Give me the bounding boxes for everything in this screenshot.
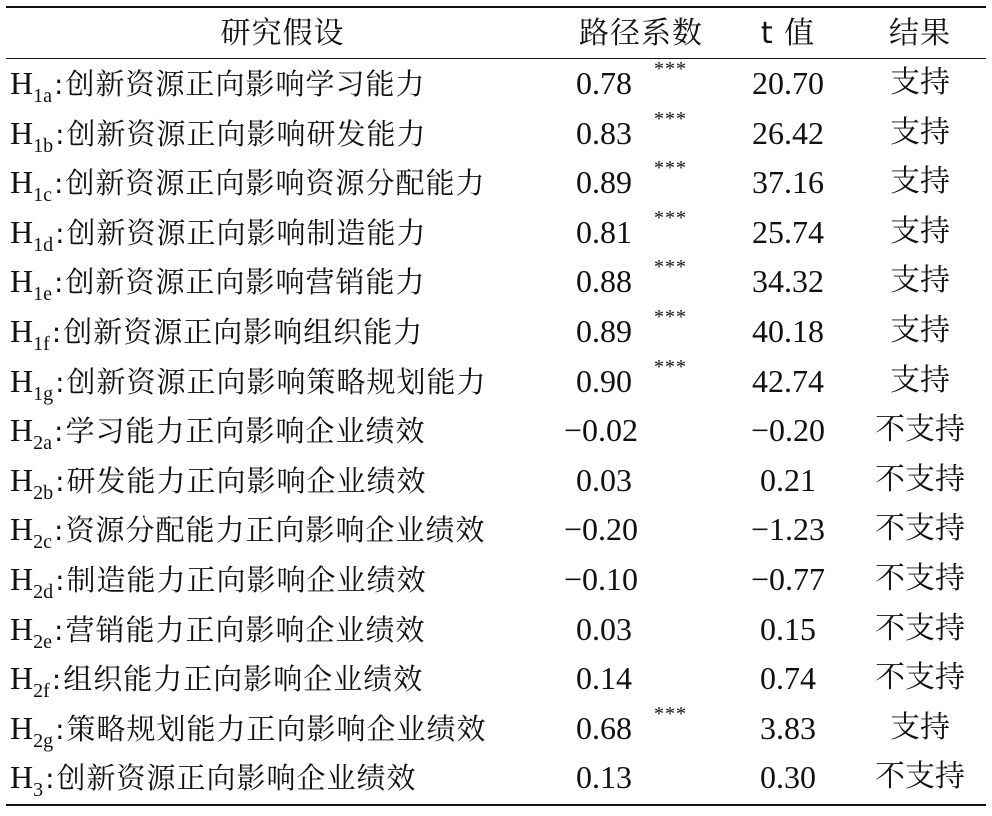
hypothesis-text: 研发能力正向影响企业绩效 bbox=[66, 463, 427, 498]
hypothesis-text: 学习能力正向影响企业绩效 bbox=[65, 414, 426, 449]
result-cell: 支持 bbox=[890, 709, 950, 745]
hypothesis-colon: : bbox=[51, 316, 62, 349]
hypothesis-id: H bbox=[10, 511, 34, 548]
hypothesis-subscript: 1f bbox=[33, 333, 50, 355]
t-value-cell: −0.20 bbox=[750, 412, 826, 449]
table-bottom-rule bbox=[6, 804, 986, 806]
hypothesis-subscript: 1e bbox=[33, 283, 52, 306]
result-cell: 支持 bbox=[890, 65, 950, 100]
coefficient-cell bbox=[556, 58, 726, 108]
hypothesis-text: 创新资源正向影响企业绩效 bbox=[56, 761, 417, 796]
hypothesis-cell bbox=[10, 306, 555, 356]
result-cell: 不支持 bbox=[875, 511, 965, 547]
t-value-cell: 34.32 bbox=[752, 263, 824, 300]
table-row bbox=[0, 455, 992, 505]
t-value-cell: 42.74 bbox=[752, 362, 824, 399]
hypothesis-cell bbox=[10, 554, 555, 604]
coefficient-value: −0.02 bbox=[564, 412, 639, 449]
hypothesis-id: H bbox=[10, 114, 34, 151]
hypothesis-subscript: 2a bbox=[33, 432, 52, 455]
table-row bbox=[0, 306, 992, 356]
hypothesis-text: 创新资源正向影响营销能力 bbox=[65, 265, 426, 300]
hypothesis-colon: : bbox=[45, 762, 55, 796]
t-value-cell: 40.18 bbox=[752, 313, 824, 349]
significance-stars: *** bbox=[654, 256, 687, 279]
t-value-cell: 3.83 bbox=[760, 709, 816, 746]
hypothesis-id: H bbox=[10, 759, 34, 796]
coefficient-cell bbox=[556, 504, 726, 554]
table-row bbox=[0, 703, 992, 753]
hypothesis-text: 组织能力正向影响企业绩效 bbox=[63, 662, 424, 697]
hypothesis-cell bbox=[10, 58, 555, 108]
hypothesis-id: H bbox=[10, 213, 34, 250]
hypothesis-subscript: 1b bbox=[33, 134, 54, 157]
table-row bbox=[0, 207, 992, 257]
hypothesis-text: 创新资源正向影响学习能力 bbox=[65, 67, 426, 101]
hypothesis-cell bbox=[10, 504, 555, 554]
header-t-value: t 值 bbox=[760, 16, 816, 51]
hypothesis-cell bbox=[10, 703, 555, 753]
t-value-cell: 0.21 bbox=[760, 461, 816, 498]
t-value-cell: 26.42 bbox=[752, 114, 824, 151]
hypothesis-subscript: 2b bbox=[33, 481, 54, 504]
t-value-cell: 20.70 bbox=[752, 65, 824, 101]
hypothesis-id: H bbox=[10, 709, 34, 746]
header-hypothesis: 研究假设 bbox=[220, 16, 345, 51]
t-value-cell: 25.74 bbox=[752, 213, 824, 250]
t-value-cell: 0.30 bbox=[760, 759, 816, 796]
hypothesis-subscript: 1a bbox=[33, 85, 52, 107]
hypothesis-id: H bbox=[10, 660, 34, 697]
result-cell: 不支持 bbox=[875, 660, 965, 696]
hypothesis-subscript: 2g bbox=[33, 729, 54, 752]
table-row bbox=[0, 157, 992, 207]
hypothesis-colon: : bbox=[55, 564, 65, 597]
table-row bbox=[0, 604, 992, 654]
hypothesis-text: 创新资源正向影响组织能力 bbox=[63, 315, 424, 349]
table-row bbox=[0, 58, 992, 108]
hypothesis-cell bbox=[10, 356, 555, 406]
hypothesis-colon: : bbox=[55, 712, 65, 746]
t-value-cell: 0.15 bbox=[760, 610, 816, 647]
hypothesis-colon: : bbox=[54, 415, 64, 449]
result-cell: 支持 bbox=[890, 164, 950, 200]
t-value-cell: 37.16 bbox=[752, 164, 824, 201]
hypothesis-text: 资源分配能力正向影响企业绩效 bbox=[65, 513, 486, 548]
table-top-rule bbox=[6, 6, 986, 8]
significance-stars: *** bbox=[654, 355, 687, 378]
hypothesis-text: 策略规划能力正向影响企业绩效 bbox=[66, 711, 487, 746]
hypothesis-colon: : bbox=[55, 464, 65, 498]
result-cell: 不支持 bbox=[875, 759, 965, 795]
coefficient-cell bbox=[556, 604, 726, 654]
result-cell: 支持 bbox=[890, 313, 950, 348]
coefficient-value: 0.81 bbox=[576, 213, 632, 250]
t-value-cell: −1.23 bbox=[750, 511, 826, 548]
coefficient-cell bbox=[556, 356, 726, 406]
hypothesis-subscript: 1g bbox=[33, 382, 54, 405]
coefficient-value: 0.78 bbox=[576, 65, 632, 101]
hypothesis-subscript: 3 bbox=[33, 779, 44, 802]
coefficient-value: −0.20 bbox=[564, 511, 639, 548]
significance-stars: *** bbox=[654, 157, 687, 180]
t-value-cell: −0.77 bbox=[750, 561, 826, 597]
header-result: 结果 bbox=[889, 16, 951, 51]
hypothesis-text: 创新资源正向影响策略规划能力 bbox=[66, 364, 487, 399]
t-value-cell: 0.74 bbox=[760, 660, 816, 697]
hypothesis-colon: : bbox=[51, 663, 62, 697]
result-cell: 支持 bbox=[890, 213, 950, 249]
coefficient-cell bbox=[556, 256, 726, 306]
hypothesis-id: H bbox=[10, 412, 34, 449]
hypothesis-cell bbox=[10, 405, 555, 455]
significance-stars: *** bbox=[654, 206, 687, 229]
hypothesis-id: H bbox=[10, 65, 34, 101]
hypothesis-cell bbox=[10, 256, 555, 306]
hypothesis-cell bbox=[10, 157, 555, 207]
hypothesis-subscript: 2e bbox=[33, 630, 52, 653]
coefficient-value: 0.90 bbox=[576, 362, 632, 399]
hypothesis-text: 营销能力正向影响企业绩效 bbox=[65, 612, 426, 647]
hypothesis-id: H bbox=[10, 263, 34, 300]
coefficient-value: 0.03 bbox=[576, 610, 632, 647]
table-row bbox=[0, 504, 992, 554]
coefficient-cell bbox=[556, 108, 726, 158]
hypothesis-text: 制造能力正向影响企业绩效 bbox=[66, 563, 427, 597]
coefficient-value: 0.03 bbox=[576, 461, 632, 498]
table-row bbox=[0, 653, 992, 703]
hypothesis-colon: : bbox=[55, 117, 65, 151]
significance-stars: *** bbox=[654, 702, 687, 725]
significance-stars: *** bbox=[654, 306, 687, 328]
hypothesis-id: H bbox=[10, 561, 34, 597]
coefficient-cell bbox=[556, 405, 726, 455]
coefficient-cell bbox=[556, 703, 726, 753]
coefficient-value: 0.14 bbox=[576, 660, 632, 697]
hypothesis-cell bbox=[10, 653, 555, 703]
result-cell: 不支持 bbox=[875, 610, 965, 646]
coefficient-value: 0.83 bbox=[576, 114, 632, 151]
significance-stars: *** bbox=[654, 58, 687, 80]
hypothesis-subscript: 1d bbox=[33, 233, 54, 256]
hypothesis-subscript: 2f bbox=[33, 680, 50, 703]
hypothesis-id: H bbox=[10, 164, 34, 201]
result-cell: 支持 bbox=[890, 362, 950, 398]
result-cell: 支持 bbox=[890, 114, 950, 150]
result-cell: 不支持 bbox=[875, 461, 965, 497]
coefficient-value: 0.68 bbox=[576, 709, 632, 746]
hypothesis-text: 创新资源正向影响研发能力 bbox=[66, 116, 427, 151]
hypothesis-cell bbox=[10, 207, 555, 257]
coefficient-value: 0.13 bbox=[576, 759, 632, 796]
hypothesis-cell bbox=[10, 455, 555, 505]
hypothesis-colon: : bbox=[54, 68, 64, 101]
hypothesis-id: H bbox=[10, 313, 34, 349]
table-row bbox=[0, 554, 992, 604]
hypothesis-cell bbox=[10, 752, 555, 802]
header-coefficient: 路径系数 bbox=[579, 16, 703, 51]
table-row bbox=[0, 752, 992, 802]
hypothesis-colon: : bbox=[54, 613, 64, 647]
hypothesis-cell bbox=[10, 108, 555, 158]
coefficient-value: −0.10 bbox=[564, 561, 639, 597]
coefficient-cell bbox=[556, 207, 726, 257]
table-row bbox=[0, 108, 992, 158]
hypothesis-id: H bbox=[10, 461, 34, 498]
table-header-row bbox=[0, 9, 992, 59]
hypothesis-text: 创新资源正向影响制造能力 bbox=[66, 215, 427, 250]
hypothesis-colon: : bbox=[55, 216, 65, 250]
hypothesis-colon: : bbox=[54, 266, 64, 300]
coefficient-value: 0.88 bbox=[576, 263, 632, 300]
result-cell: 不支持 bbox=[875, 412, 965, 448]
hypothesis-cell bbox=[10, 604, 555, 654]
table-row bbox=[0, 356, 992, 406]
hypothesis-colon: : bbox=[54, 167, 64, 201]
table-row bbox=[0, 256, 992, 306]
result-cell: 不支持 bbox=[875, 561, 965, 596]
coefficient-value: 0.89 bbox=[576, 164, 632, 201]
coefficient-cell bbox=[556, 554, 726, 604]
coefficient-cell bbox=[556, 653, 726, 703]
result-cell: 支持 bbox=[890, 263, 950, 299]
hypothesis-id: H bbox=[10, 362, 34, 399]
hypothesis-id: H bbox=[10, 610, 34, 647]
hypothesis-colon: : bbox=[55, 365, 65, 399]
coefficient-cell bbox=[556, 752, 726, 802]
hypothesis-subscript: 2d bbox=[33, 581, 54, 603]
coefficient-cell bbox=[556, 306, 726, 356]
hypothesis-text: 创新资源正向影响资源分配能力 bbox=[65, 166, 486, 201]
coefficient-value: 0.89 bbox=[576, 313, 632, 349]
hypothesis-colon: : bbox=[54, 514, 64, 548]
coefficient-cell bbox=[556, 455, 726, 505]
hypothesis-subscript: 1c bbox=[33, 184, 52, 207]
table-row bbox=[0, 405, 992, 455]
significance-stars: *** bbox=[654, 107, 687, 130]
coefficient-cell bbox=[556, 157, 726, 207]
hypothesis-subscript: 2c bbox=[33, 531, 52, 554]
